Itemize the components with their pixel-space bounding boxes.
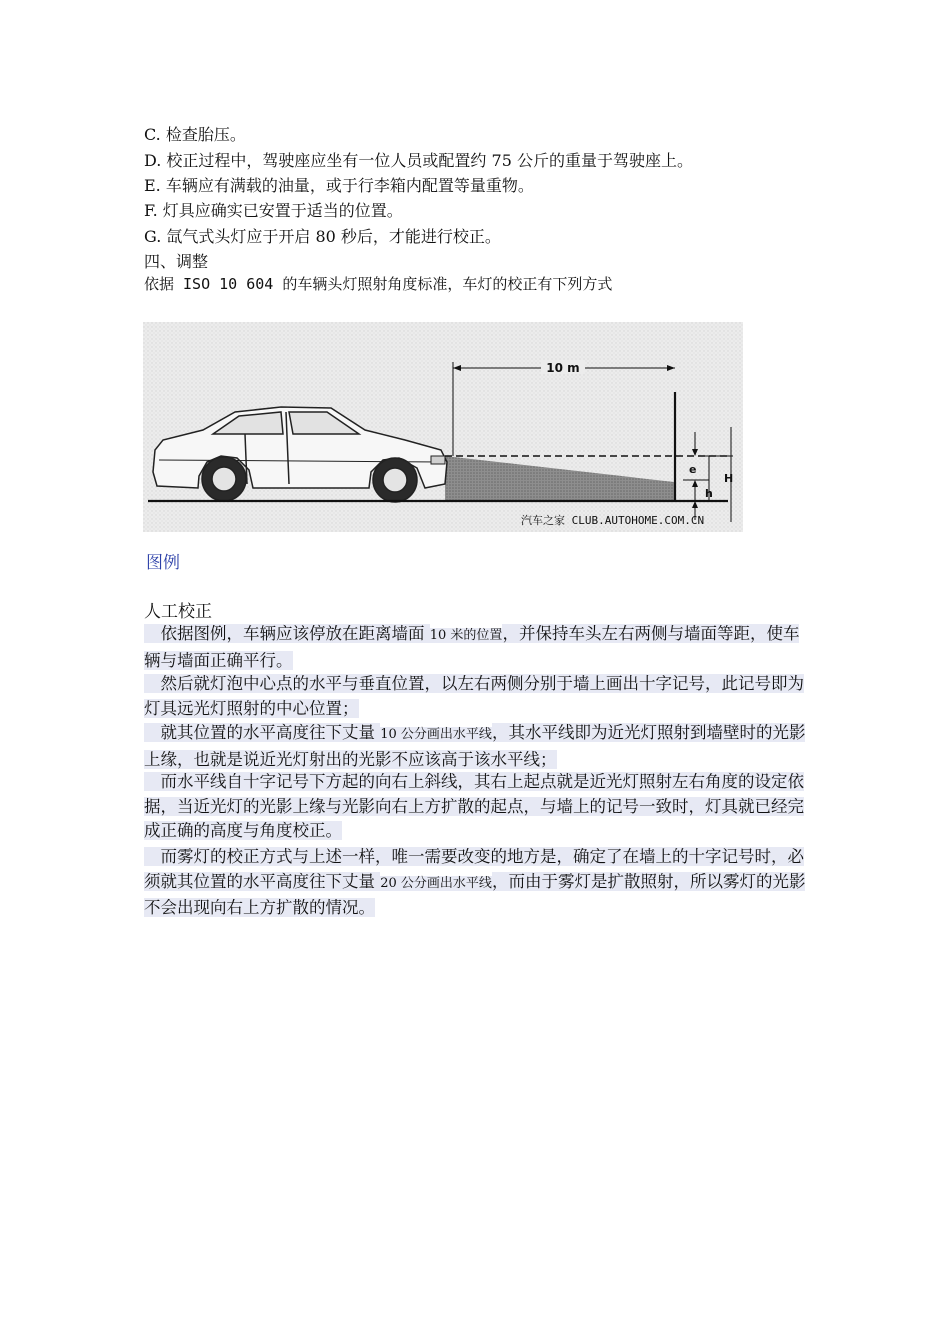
paragraph-1: 依据图例，车辆应该停放在距离墙面 10 米的位置，并保持车头左右两侧与墙面等距，使车辆与墙面正确平行。 [144, 624, 800, 670]
intro-text: 依据 ISO 10 604 的车辆头灯照射角度标准，车灯的校正有下列方式 [144, 275, 613, 293]
list-item-e: E. 车辆应有满载的油量，或于行李箱内配置等量重物。 [144, 176, 534, 195]
headlight-diagram [143, 322, 743, 532]
list-item-f: F. 灯具应确实已安置于适当的位置。 [144, 201, 403, 220]
h-label: h [705, 487, 713, 500]
paragraph-2: 然后就灯泡中心点的水平与垂直位置，以左右两侧分别于墙上画出十字记号，此记号即为灯具远光灯照射的中心位置； [144, 674, 804, 718]
e-label: e [689, 463, 697, 476]
manual-title: 人工校正 [144, 602, 212, 622]
watermark: 汽车之家 CLUB.AUTOHOME.COM.CN [521, 514, 705, 527]
paragraph-3: 就其位置的水平高度往下丈量 10 公分画出水平线，其水平线即为近光灯照射到墙壁时的光影上缘，也就是说近光灯射出的光影不应该高于该水平线； [144, 723, 806, 769]
paragraph-4: 而水平线自十字记号下方起的向右上斜线，其右上起点就是近光灯照射左右角度的设定依据，当近光灯的光影上缘与光影向右上方扩散的起点，与墙上的记号一致时，灯具就已经完成正确的高度与角度校正。 [144, 772, 804, 840]
H-label: H [724, 472, 734, 485]
list-item-g: G. 氙气式头灯应于开启 80 秒后，才能进行校正。 [144, 227, 501, 246]
figure-caption: 图例 [146, 553, 180, 573]
list-item-c: C. 检查胎压。 [144, 125, 246, 144]
distance-label: 10 m [546, 361, 580, 375]
section-title: 四、调整 [144, 252, 209, 271]
paragraph-5: 而雾灯的校正方式与上述一样，唯一需要改变的地方是，确定了在墙上的十字记号时，必须就其位置的水平高度往下丈量 20 公分画出水平线，而由于雾灯是扩散照射，所以雾灯的光影不会出现向右上方扩散的情况。 [144, 847, 806, 917]
diagram-svg [143, 322, 743, 532]
list-item-d: D. 校正过程中，驾驶座应坐有一位人员或配置约 75 公斤的重量于驾驶座上。 [144, 151, 693, 170]
